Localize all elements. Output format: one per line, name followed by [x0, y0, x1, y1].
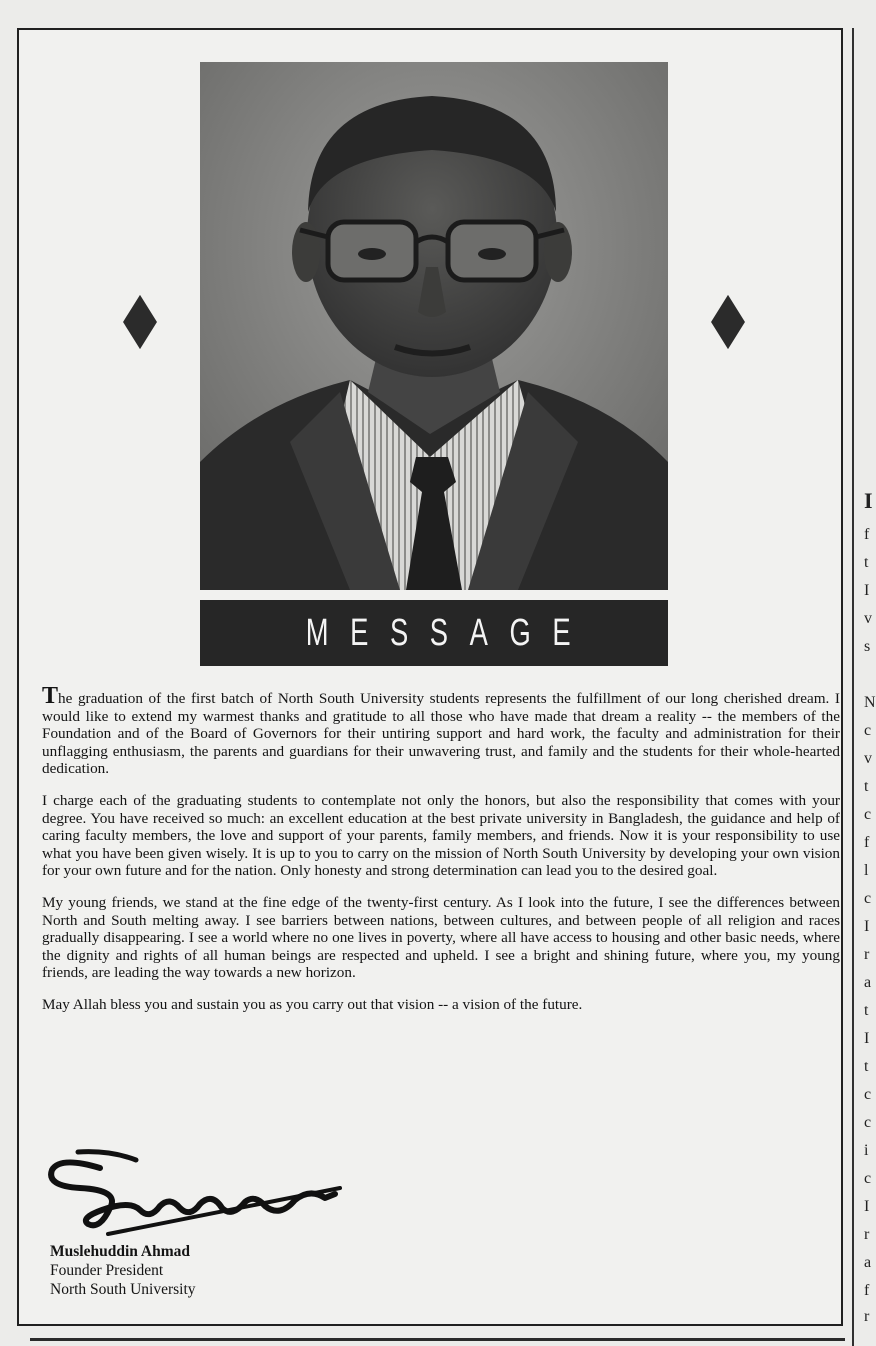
signer-title: Founder President [50, 1262, 164, 1279]
paragraph: I charge each of the graduating students to contemplate not only the honors, but also the responsibility that comes with your degree. You have received so much: an excellent education at the best private university in Bangladesh, the guidance and help of caring faculty members, the love and support of your parents, family members, and friends. Now it is your responsibility to use what you have been given wisely. It is up to you to carry on the mission of North South University by developing your own vision for your own future and for the nation. Only honesty and strong determination can lead you to the desired goal. [42, 791, 840, 880]
adjacent-column-letter: r [864, 1226, 870, 1243]
adjacent-column-letter: I [864, 918, 870, 935]
column-rule-right [852, 28, 854, 1346]
adjacent-column-letter: c [864, 1114, 872, 1131]
adjacent-column-letter: I [864, 582, 870, 599]
adjacent-column-letter: c [864, 890, 872, 907]
adjacent-column-letter: a [864, 1254, 872, 1271]
paragraph: The graduation of the first batch of North South University students represents the fulfillment of our long cherished dream. I would like to extend my warmest thanks and gratitude to all those who have made that dream a reality -- the members of the Foundation and of the Board of Governors for their untiring support and hard work, the faculty and administration for their unflagging enthusiasm, the parents and guardians for their unwavering trust, and family and the students for their whole-hearted dedication. [42, 683, 840, 778]
adjacent-column-letter: t [864, 1002, 869, 1019]
handwritten-signature [40, 1148, 360, 1248]
adjacent-column-letter: v [864, 750, 872, 767]
adjacent-column-letter: l [864, 862, 869, 879]
paragraph: May Allah bless you and sustain you as you carry out that vision -- a vision of the future. [42, 995, 583, 1013]
adjacent-column-letter: c [864, 1086, 872, 1103]
column-rule-bottom [30, 1338, 845, 1341]
adjacent-column-letter: c [864, 1170, 872, 1187]
adjacent-column-letter: t [864, 1058, 869, 1075]
adjacent-column-letter: I [864, 1198, 870, 1215]
adjacent-column-letter: f [864, 1282, 870, 1299]
adjacent-column-letter: f [864, 526, 870, 543]
adjacent-column-letter: t [864, 778, 869, 795]
adjacent-column-letter: r [864, 946, 870, 963]
adjacent-column-letter: v [864, 610, 872, 627]
banner-title: MESSAGE [305, 611, 593, 654]
signer-name: Muslehuddin Ahmad [50, 1243, 190, 1260]
adjacent-column-letter: f [864, 834, 870, 851]
message-body [42, 683, 840, 1028]
adjacent-column-letter: r [864, 1308, 870, 1325]
adjacent-column-letter: c [864, 722, 872, 739]
signer-organization: North South University [50, 1281, 196, 1298]
adjacent-column-letter: s [864, 638, 871, 655]
adjacent-column-letter: t [864, 554, 869, 571]
adjacent-column-letter: a [864, 974, 872, 991]
message-banner [200, 600, 668, 666]
signature-block [50, 1242, 196, 1299]
adjacent-column-letter: I [864, 488, 873, 513]
paragraph: My young friends, we stand at the fine edge of the twenty-first century. As I look into the future, I see the differences between North and South melting away. I see barriers between nations, between cultures, and between people of all religion and races gradually disappearing. I see a world where no one lives in poverty, where all have access to housing and other basic needs, where the dignity and rights of all human beings are respected and upheld. I see a bright and shining future, where you, my young friends, are leading the way towards a new horizon. [42, 893, 840, 982]
adjacent-column-letter: i [864, 1142, 869, 1159]
adjacent-column-letter: N [864, 694, 876, 711]
adjacent-column-letter: I [864, 1030, 870, 1047]
adjacent-column-letter: c [864, 806, 872, 823]
portrait-photo [200, 62, 668, 590]
